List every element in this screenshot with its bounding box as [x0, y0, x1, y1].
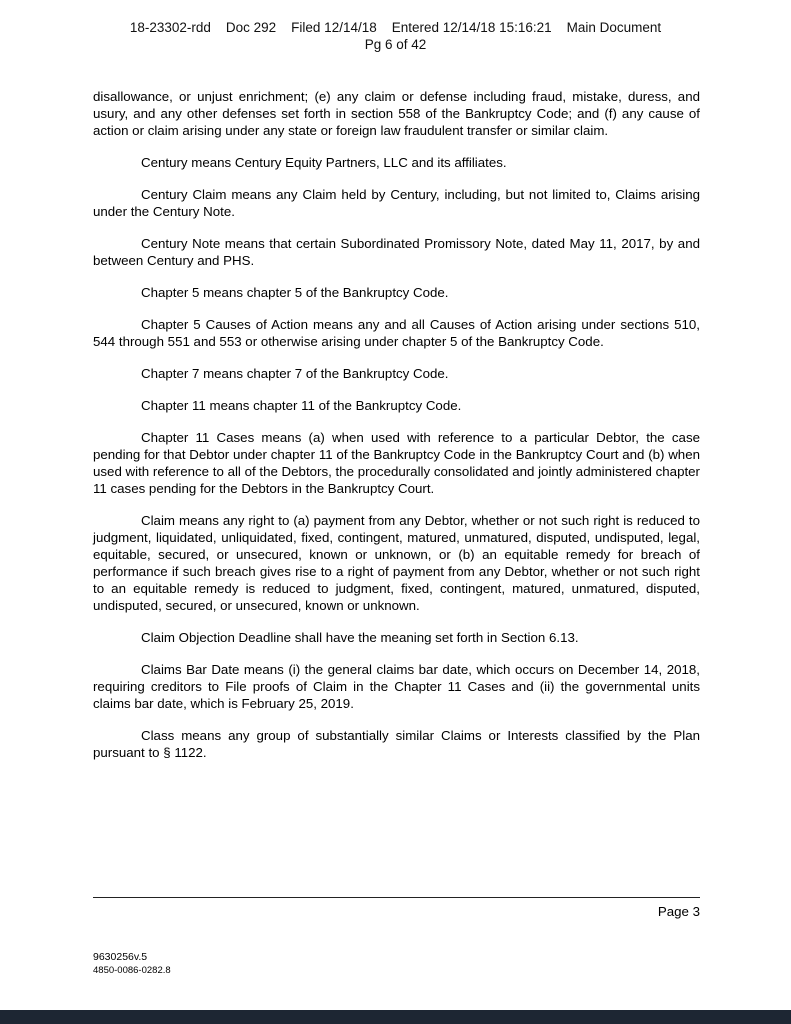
paragraph-definition-chapter-7: Chapter 7 means chapter 7 of the Bankruptcy Code. — [141, 366, 449, 381]
document-id-block — [93, 951, 171, 977]
court-filing-stamp — [0, 19, 791, 53]
document-matter-number: 4850-0086-0282.8 — [93, 965, 171, 976]
paragraph-definition-century-note: Century Note means that certain Subordinated Promissory Note, dated May 11, 2017, by and between Century and PHS. — [93, 236, 700, 268]
paragraph-definition-chapter-11: Chapter 11 means chapter 11 of the Bankruptcy Code. — [141, 398, 462, 413]
paragraph-definition-chapter-5: Chapter 5 means chapter 5 of the Bankruptcy Code. — [141, 285, 449, 300]
paragraph-definition-chapter-5-causes: Chapter 5 Causes of Action means any and all Causes of Action arising under sections 510, 544 through 551 and 553 or otherwise arising under chapter 5 of the Bankruptcy Code. — [93, 317, 700, 349]
viewer-bottom-edge-bar — [0, 1010, 791, 1024]
paragraph-definition-century-claim: Century Claim means any Claim held by Century, including, but not limited to, Claims arising under the Century Note. — [93, 187, 700, 219]
paragraph-definition-claim-objection-deadline: Claim Objection Deadline shall have the meaning set forth in Section 6.13. — [141, 630, 579, 645]
paragraph-definition-chapter-11-cases: Chapter 11 Cases means (a) when used with reference to a particular Debtor, the case pending for that Debtor under chapter 11 of the Bankruptcy Code in the Bankruptcy Court and (b) when used with reference to all of the Debtors, the procedurally consolidated and jointly administered chapter 11 cases pending for the Debtors in the Bankruptcy Court. — [93, 430, 700, 496]
paragraph-definition-claim: Claim means any right to (a) payment from any Debtor, whether or not such right is reduced to judgment, liquidated, unliquidated, fixed, contingent, matured, unmatured, disputed, undisputed, legal, equitable, secured, or unsecured, known or unknown, or (b) an equitable remedy for breach of performance if such breach gives rise to a right of payment from any Debtor, whether or not such right to an equitable remedy is reduced to judgment, fixed, contingent, matured, unmatured, disputed, undisputed, secured, or unsecured, known or unknown. — [93, 513, 700, 613]
filing-stamp-line1: 18-23302-rdd Doc 292 Filed 12/14/18 Entered 12/14/18 15:16:21 Main Document — [129, 20, 662, 35]
footer-divider — [93, 897, 700, 898]
page-number: Page 3 — [657, 904, 700, 919]
document-version-number: 9630256v.5 — [93, 951, 148, 963]
filing-stamp-page-line: Pg 6 of 42 — [364, 37, 427, 52]
paragraph-definition-century: Century means Century Equity Partners, LLC and its affiliates. — [141, 155, 507, 170]
paragraph-continuation: disallowance, or unjust enrichment; (e) any claim or defense including fraud, mistake, duress, and usury, and any other defenses set forth in section 558 of the Bankruptcy Code; and (f) any cause of action or claim arising under any state or foreign law fraudulent transfer or similar claim. — [93, 89, 700, 138]
paragraph-definition-class: Class means any group of substantially similar Claims or Interests classified by the Plan pursuant to § 1122. — [93, 728, 700, 760]
document-text — [93, 88, 700, 776]
paragraph-definition-claims-bar-date: Claims Bar Date means (i) the general claims bar date, which occurs on December 14, 2018, requiring creditors to File proofs of Claim in the Chapter 11 Cases and (ii) the governmental units claims bar date, which is February 25, 2019. — [93, 662, 700, 711]
